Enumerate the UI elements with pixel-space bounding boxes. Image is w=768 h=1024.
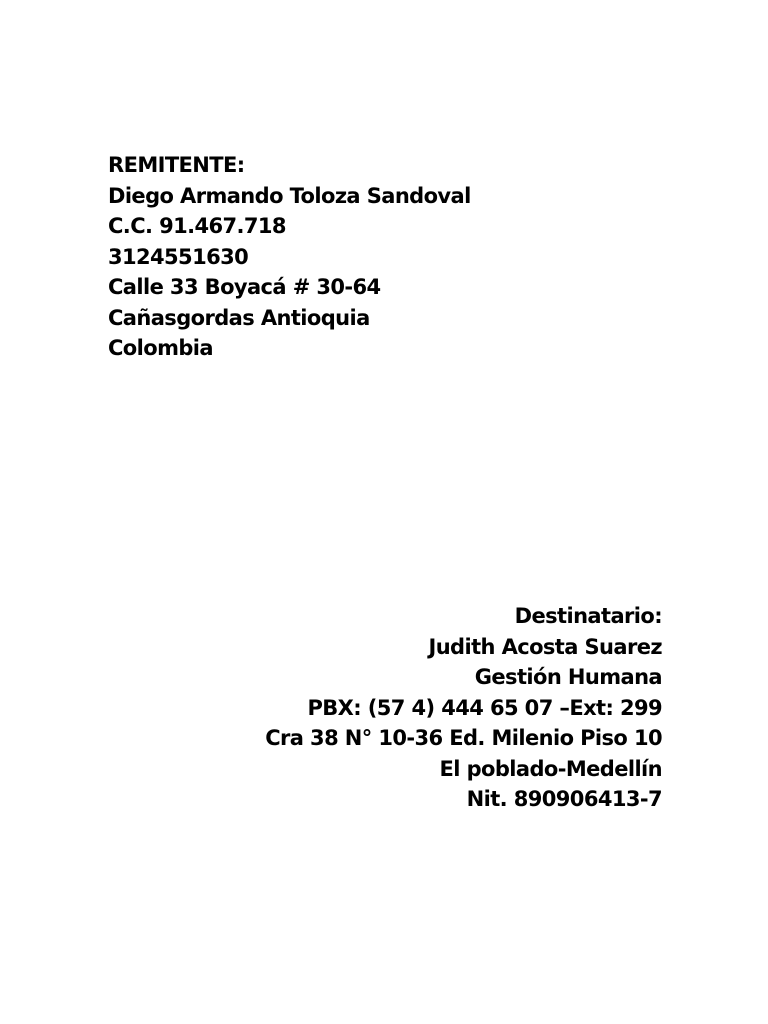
- recipient-name: Judith Acosta Suarez: [428, 634, 662, 659]
- sender-country: Colombia: [108, 336, 213, 360]
- sender-id-number: C.C. 91.467.718: [108, 214, 286, 238]
- sender-phone: 3124551630: [108, 244, 249, 269]
- sender-heading: REMITENTE:: [108, 153, 245, 177]
- sender-name: Diego Armando Toloza Sandoval: [108, 183, 471, 208]
- recipient-nit: Nit. 890906413-7: [466, 787, 662, 811]
- sender-city: Cañasgordas Antioquia: [108, 305, 370, 330]
- sender-address: Calle 33 Boyacá # 30-64: [108, 275, 381, 299]
- recipient-block: [102, 601, 662, 815]
- recipient-address: Cra 38 N° 10-36 Ed. Milenio Piso 10: [265, 726, 662, 750]
- recipient-city: El poblado-Medellín: [439, 756, 662, 781]
- recipient-heading: Destinatario:: [514, 604, 662, 628]
- recipient-phone: PBX: (57 4) 444 65 07 –Ext: 299: [307, 695, 662, 720]
- sender-block: [108, 150, 668, 364]
- recipient-department: Gestión Humana: [474, 665, 662, 689]
